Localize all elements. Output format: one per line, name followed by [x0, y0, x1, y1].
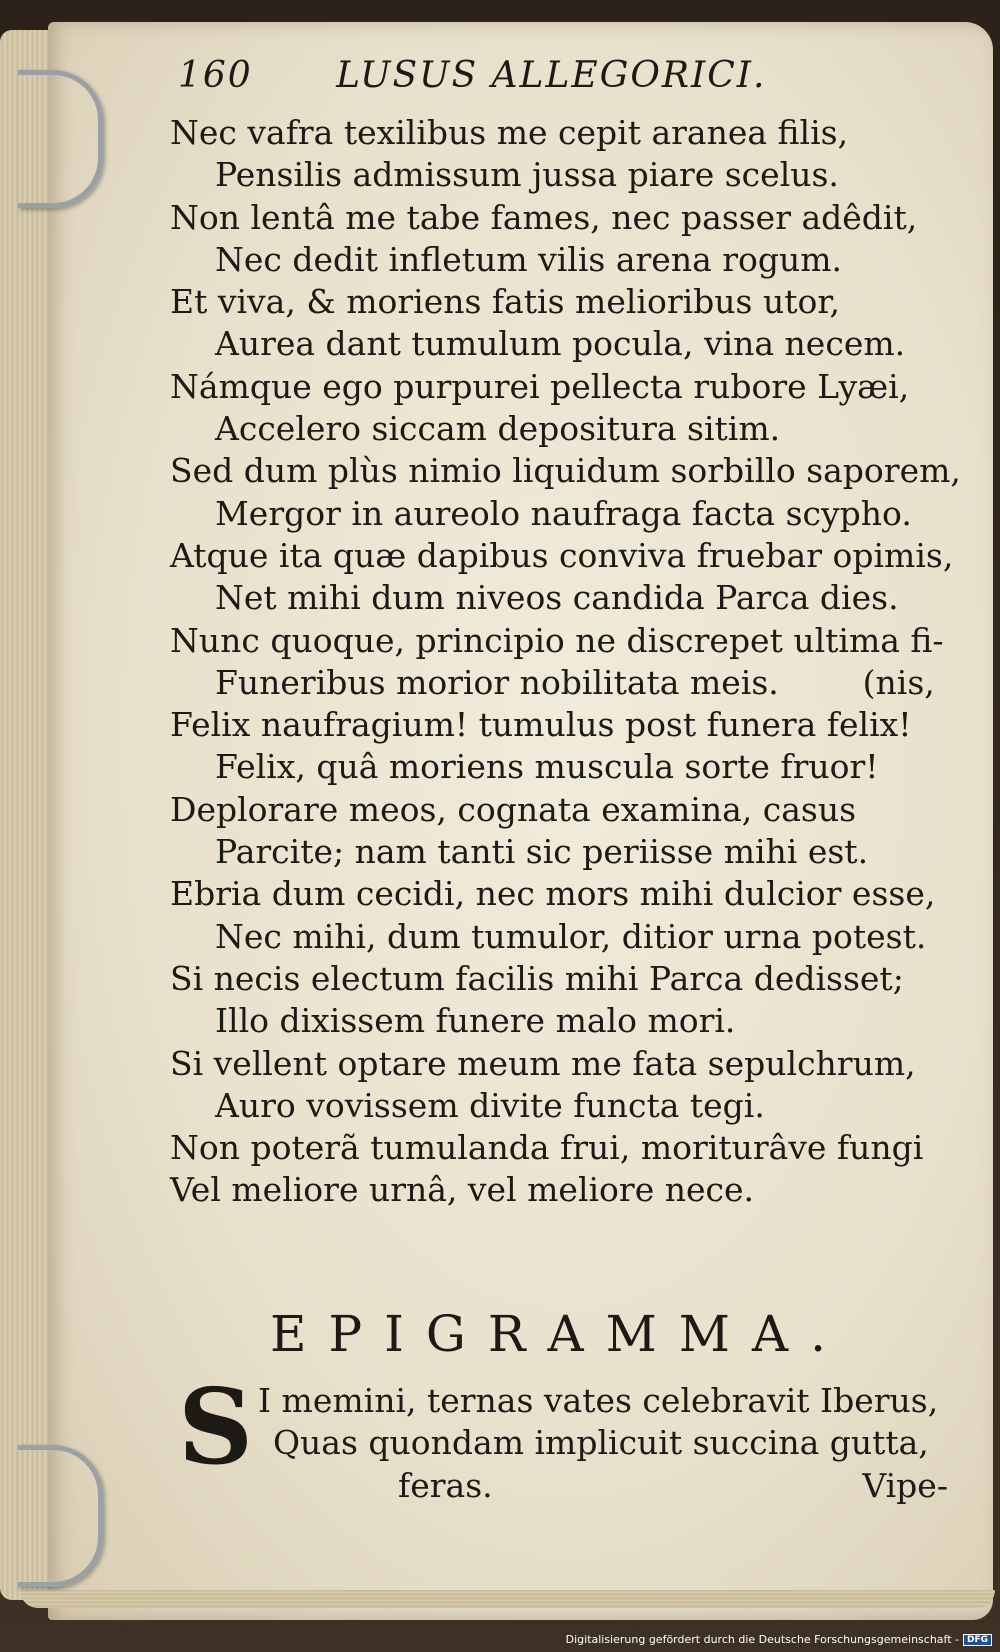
running-title: LUSUS ALLEGORICI.: [336, 55, 767, 96]
poem-line: Nec dedit infletum vilis arena rogum.: [215, 239, 843, 279]
poem-line: Accelero siccam depositura sitim.: [215, 409, 781, 449]
running-head: [178, 55, 938, 96]
poem-line: Non lentâ me tabe fames, nec passer adêdit,: [170, 197, 918, 237]
poem-line: Illo dixissem funere malo mori.: [215, 1001, 736, 1041]
poem-line: Námque ego purpurei pellecta rubore Lyæi,: [170, 366, 910, 406]
poem-line: Felix, quâ moriens muscula sorte fruor!: [215, 747, 879, 787]
poem-line: Funeribus morior nobilitata meis. (nis,: [215, 662, 935, 702]
poem-line: Net mihi dum niveos candida Parca dies.: [215, 578, 899, 618]
dfg-logo: DFG: [963, 1634, 992, 1646]
epigram-line-left: feras.: [398, 1465, 493, 1505]
poem-line: Sed dum plùs nimio liquidum sorbillo saporem,: [170, 451, 961, 491]
poem-line: Auro vovissem divite functa tegi.: [215, 1085, 765, 1125]
epigram-line-right: Vipe-: [862, 1465, 948, 1505]
poem-line: Atque ita quæ dapibus conviva fruebar opimis,: [170, 535, 954, 575]
poem-line: Deplorare meos, cognata examina, casus: [170, 789, 857, 829]
poem-line: Mergor in aureolo naufraga facta scypho.: [215, 493, 912, 533]
epigram-heading: EPIGRAMMA.: [270, 1305, 848, 1363]
poem-line: Pensilis admissum jussa piare scelus.: [215, 155, 839, 195]
poem: [170, 112, 990, 1212]
digitization-credit: [566, 1633, 992, 1646]
poem-line: Et viva, & moriens fatis melioribus utor,: [170, 282, 840, 322]
poem-line: Nunc quoque, principio ne discrepet ultima fi-: [170, 620, 944, 660]
poem-line: Non poterã tumulanda frui, moriturâve fungi: [170, 1128, 924, 1168]
book-clip-top: [18, 70, 103, 208]
page-number: 160: [178, 55, 253, 96]
poem-line: Si vellent optare meum me fata sepulchrum,: [170, 1043, 916, 1083]
poem-line: Felix naufragium! tumulus post funera felix!: [170, 705, 912, 745]
credit-text: Digitalisierung gefördert durch die Deutsche Forschungsgemeinschaft -: [565, 1633, 959, 1646]
poem-line: Aurea dant tumulum pocula, vina necem.: [215, 324, 906, 364]
poem-line: Parcite; nam tanti sic periisse mihi est.: [215, 832, 869, 872]
poem-line: Nec vafra texilibus me cepit aranea filis,: [170, 113, 849, 152]
poem-line: Vel meliore urnâ, vel meliore nece.: [170, 1170, 754, 1210]
epigram-line: [258, 1465, 978, 1507]
poem-line: Nec mihi, dum tumulor, ditior urna potest.: [215, 916, 927, 956]
page-edges-bottom: [20, 1590, 995, 1608]
poem-line: Ebria dum cecidi, nec mors mihi dulcior esse,: [170, 874, 936, 914]
epigram-line: I memini, ternas vates celebravit Iberus,: [258, 1381, 939, 1420]
poem-line: Si necis electum facilis mihi Parca dedisset;: [170, 958, 904, 998]
epigram-line: Quas quondam implicuit succina gutta,: [273, 1423, 929, 1463]
drop-cap: S: [178, 1365, 254, 1488]
epigram-text: [258, 1380, 978, 1507]
book-clip-bottom: [18, 1445, 103, 1587]
